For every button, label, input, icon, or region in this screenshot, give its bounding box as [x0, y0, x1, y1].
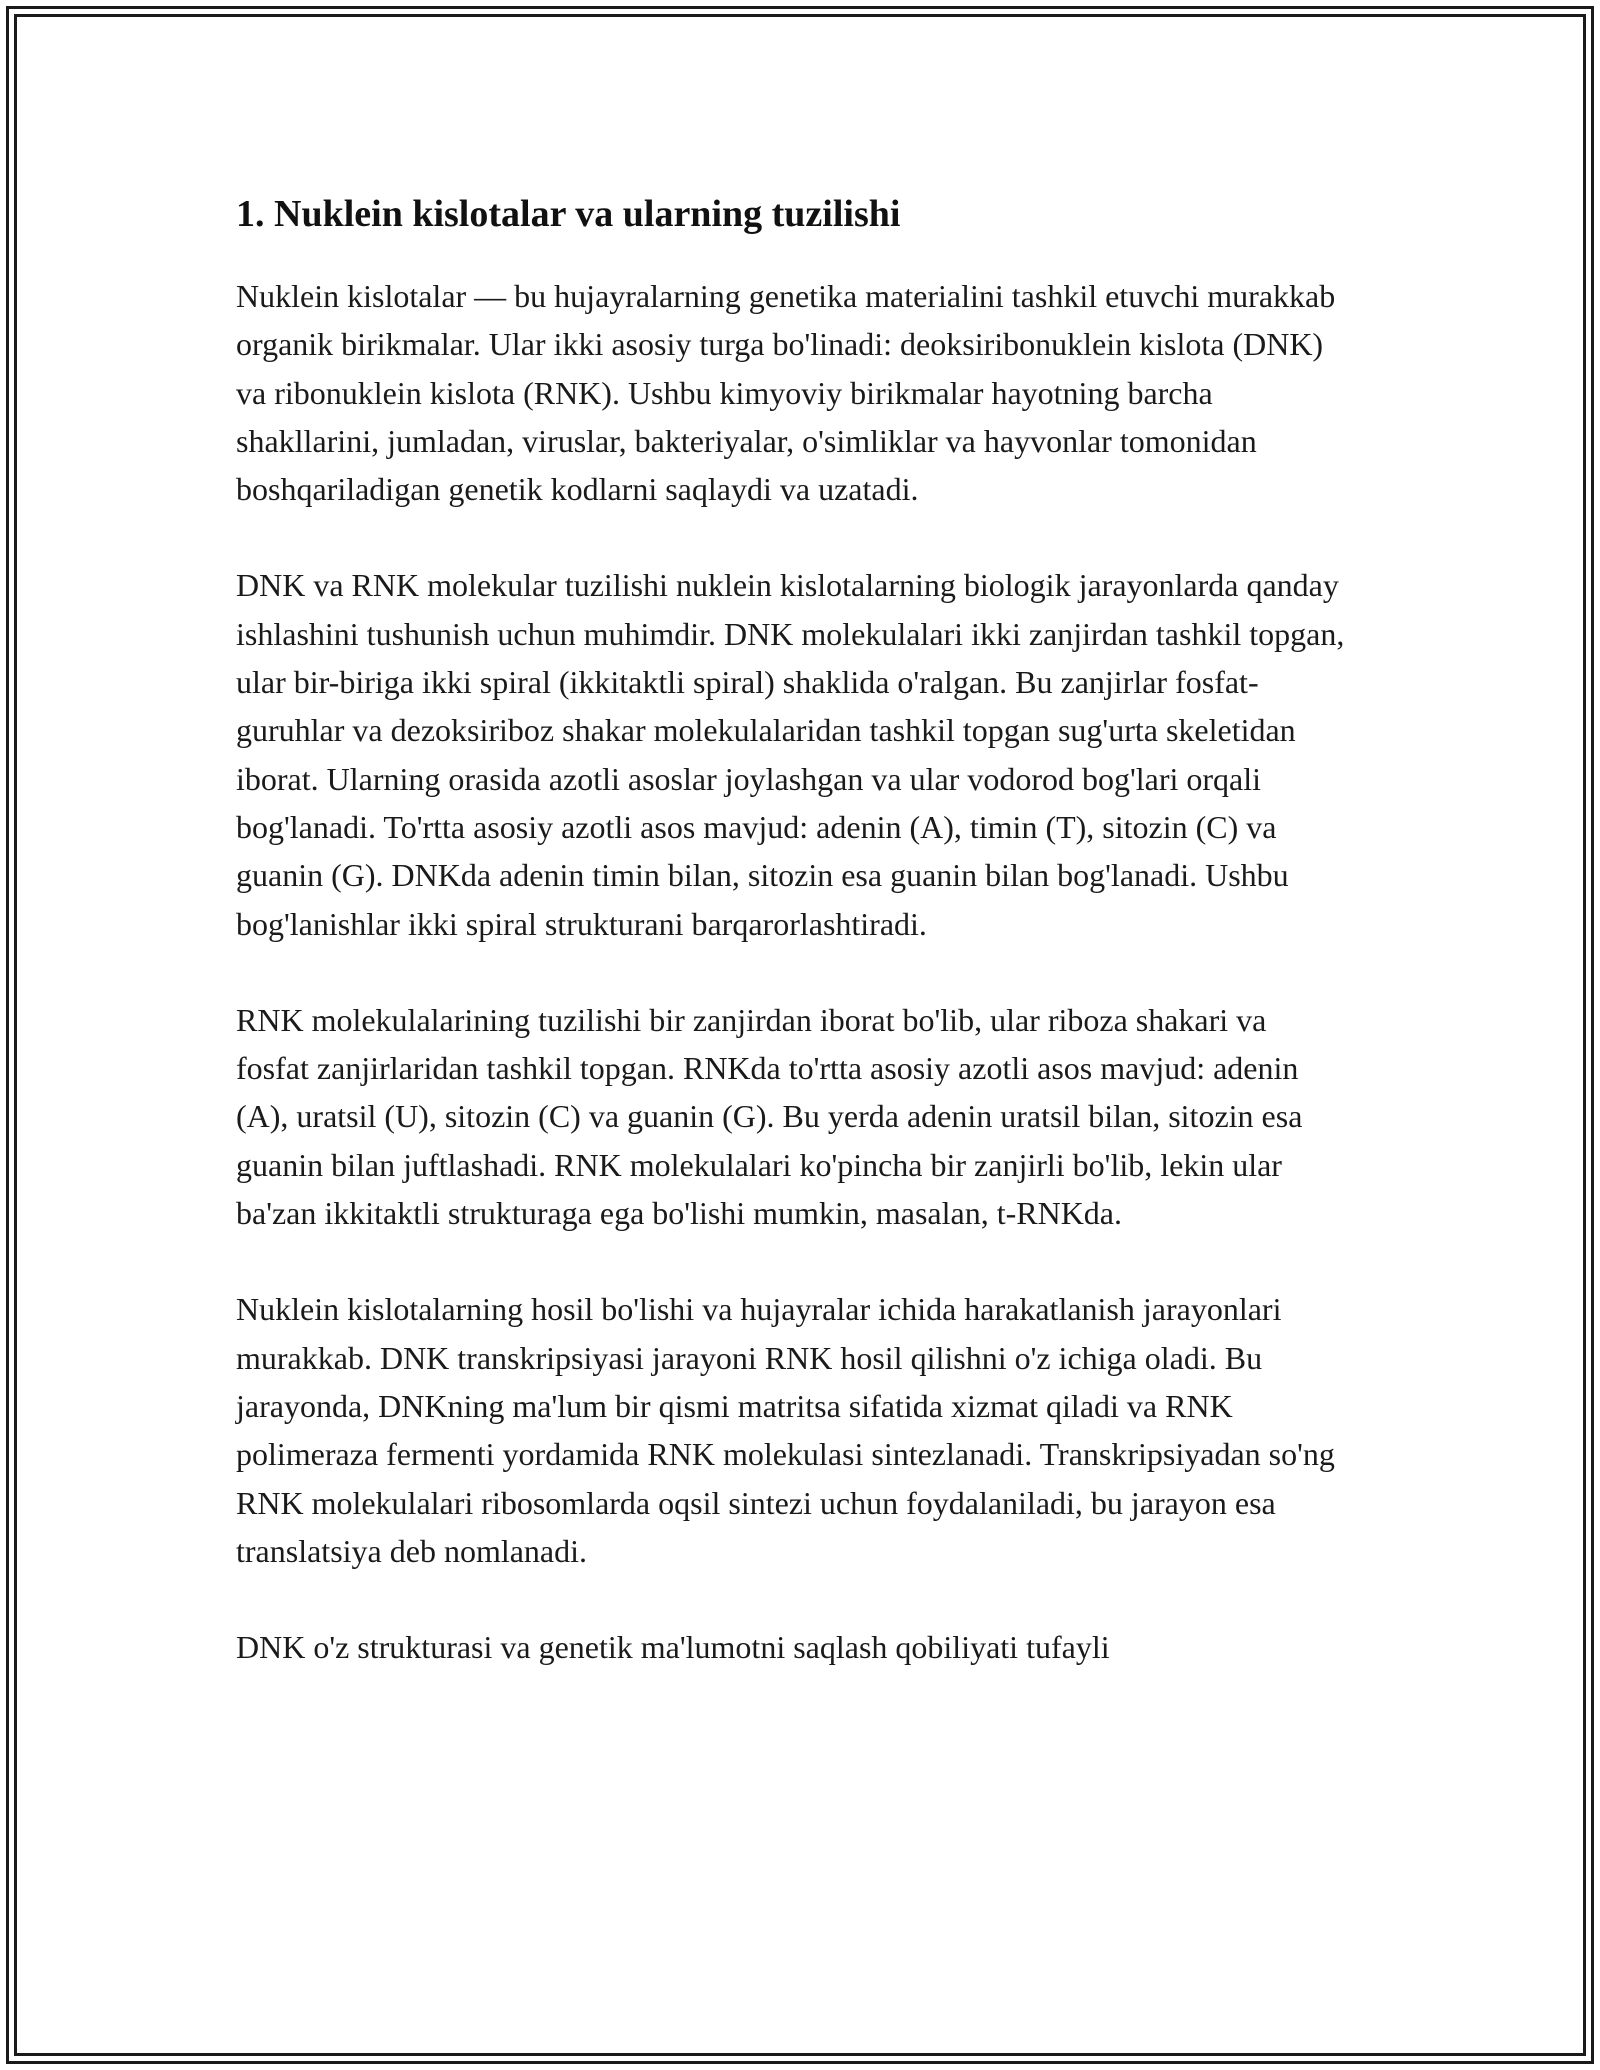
paragraph-5: DNK o'z strukturasi va genetik ma'lumotni saqlash qobiliyati tufayli	[236, 1629, 1110, 1666]
paragraph-1: Nuklein kislotalar — bu hujayralarning genetika materialini tashkil etuvchi murakkab organik birikmalar. Ular ikki asosiy turga bo'linadi: deoksiribonuklein kislota (DNK) va ribonuklein kislota (RNK). Ushbu kimyoviy birikmalar hayotning barcha shakllarini, jumladan, viruslar, bakteriyalar, o'simliklar va hayvonlar tomonidan boshqariladigan genetik kodlarni saqlaydi va uzatadi.	[236, 278, 1336, 508]
paragraph-4: Nuklein kislotalarning hosil bo'lishi va hujayralar ichida harakatlanish jarayonlari murakkab. DNK transkripsiyasi jarayoni RNK hosil qilishni o'z ichiga oladi. Bu jarayonda, DNKning ma'lum bir qismi matritsa sifatida xizmat qiladi va RNK polimeraza fermenti yordamida RNK molekulasi sintezlanadi. Transkripsiyadan so'ng RNK molekulalari ribosomlarda oqsil sintezi uchun foydalaniladi, bu jarayon esa translatsiya deb nomlanadi.	[236, 1291, 1335, 1569]
paragraph-3: RNK molekulalarining tuzilishi bir zanjirdan iborat bo'lib, ular riboza shakari va fosfat zanjirlaridan tashkil topgan. RNKda to'rtta asosiy azotli asos mavjud: adenin (A), uratsil (U), sitozin (C) va guanin (G). Bu yerda adenin uratsil bilan, sitozin esa guanin bilan juftlashadi. RNK molekulalari ko'pincha bir zanjirli bo'lib, lekin ular ba'zan ikkitaktli strukturaga ega bo'lishi mumkin, masalan, t-RNKda.	[236, 1001, 1303, 1232]
section-heading: 1. Nuklein kislotalar va ularning tuzilishi	[236, 193, 901, 235]
document-body	[236, 186, 1346, 1719]
paragraph-2: DNK va RNK molekular tuzilishi nuklein kislotalarning biologik jarayonlarda qanday ishlashini tushunish uchun muhimdir. DNK molekulalari ikki zanjirdan tashkil topgan, ular bir-biriga ikki spiral (ikkitaktli spiral) shaklida o'ralgan. Bu zanjirlar fosfat-guruhlar va dezoksiriboz shakar molekulalaridan tashkil topgan sug'urta skeletidan iborat. Ularning orasida azotli asoslar joylashgan va ular vodorod bog'lari orqali bog'lanadi. To'rtta asosiy azotli asos mavjud: adenin (A), timin (T), sitozin (C) va guanin (G). DNKda adenin timin bilan, sitozin esa guanin bilan bog'lanadi. Ushbu bog'lanishlar ikki spiral strukturani barqarorlashtiradi.	[236, 567, 1345, 942]
